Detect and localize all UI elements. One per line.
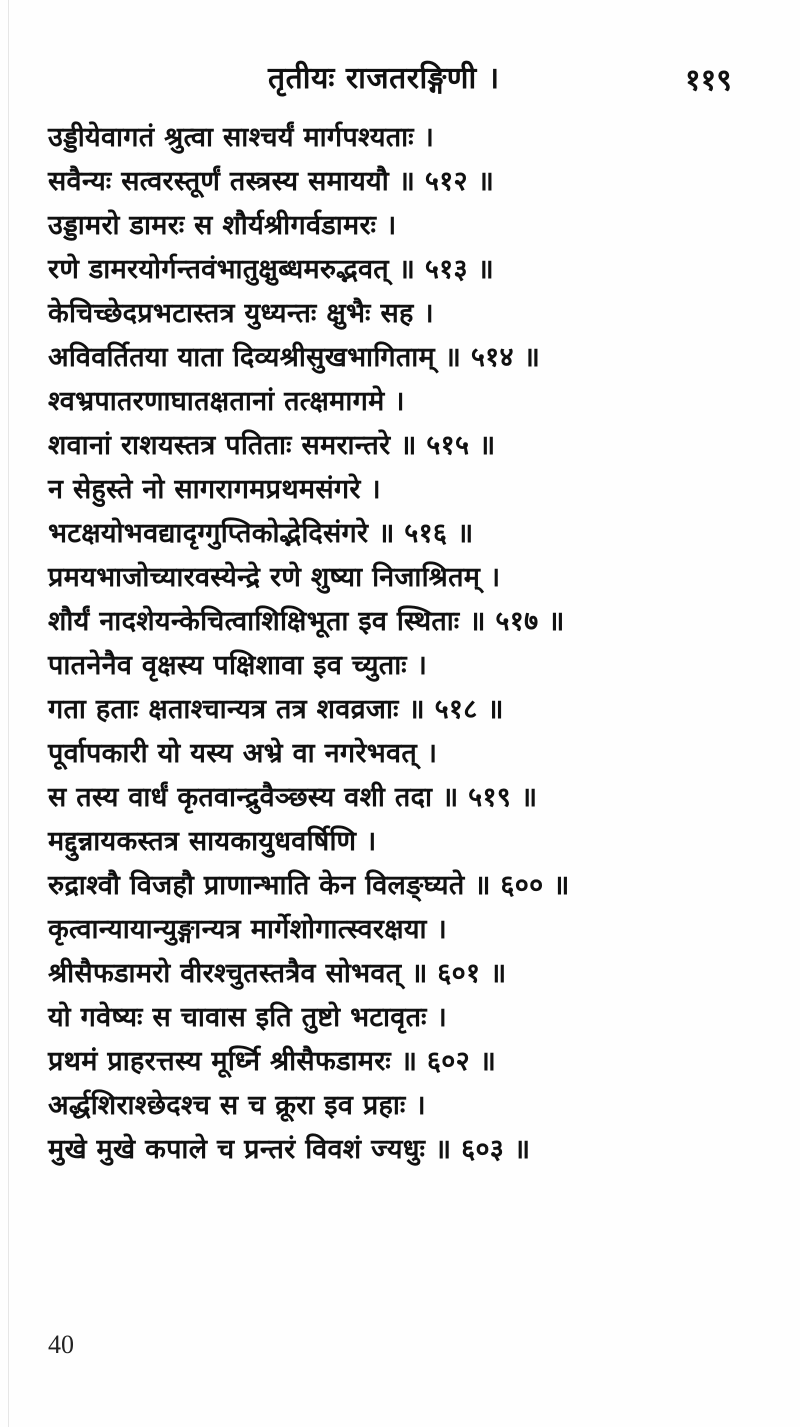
verse-line: रणे डामरयोर्गन्तवंभातुक्षुब्धमरुद्भवत् ॥ ५१३ ॥ <box>48 254 495 285</box>
verse-line: मद्दुन्नायकस्तत्र सायकायुधवर्षिणि । <box>48 826 377 857</box>
verse <box>48 996 778 1084</box>
verse <box>48 644 778 732</box>
verse-line: शवानां राशयस्तत्र पतिताः समरान्तरे ॥ ५१५ ॥ <box>48 430 496 461</box>
verse-line: यो गवेष्यः स चावास इति तुष्टो भटावृतः । <box>48 1002 447 1033</box>
verse-line: गता हताः क्षताश्चान्यत्र तत्र शवव्रजाः ॥ ५१८ ॥ <box>48 694 504 725</box>
verse-line: अर्द्धशिराश्छेदश्च स च क्रूरा इव प्रहाः । <box>48 1090 426 1121</box>
verse-line: शौर्यं नादशेयन्केचित्वाशिक्षिभूता इव स्थिताः ॥ ५१७ ॥ <box>48 606 565 637</box>
verse-line: उड्डामरो डामरः स शौर्यश्रीगर्वडामरः । <box>48 210 397 241</box>
verse-line: मुखे मुखे कपाले च प्रन्तरं विवशं ज्यधुः ॥ ६०३ ॥ <box>48 1134 531 1165</box>
verse-line: भटक्षयोभवद्यादृग्गुप्तिकोद्भेदिसंगरे ॥ ५१६ ॥ <box>48 518 474 549</box>
verse-line: प्रमयभाजोच्यारवस्येन्द्रे रणे शुष्या निजाश्रितम् । <box>48 562 501 593</box>
verse <box>48 204 778 292</box>
verse <box>48 556 778 644</box>
running-title: तृतीयः राजतरङ्गिणी । <box>268 61 500 96</box>
verse-line: प्रथमं प्राहरत्तस्य मूर्ध्नि श्रीसैफडामरः ॥ ६०२ ॥ <box>48 1046 497 1077</box>
verse-line: उड्डीयेवागतं श्रुत्वा साश्चर्यं मार्गपश्यताः । <box>48 122 435 153</box>
verse <box>48 1084 778 1172</box>
verse-line: सवैन्यः सत्वरस्तूर्णं तस्त्रस्य समाययौ ॥ ५१२ ॥ <box>48 166 495 197</box>
verse-line: श्वभ्रपातरणाघातक्षतानां तत्क्षमागमे । <box>48 386 405 417</box>
verse-block <box>48 116 778 1172</box>
verse-line: पूर्वापकारी यो यस्य अभ्रे वा नगरेभवत् । <box>48 738 438 769</box>
verse <box>48 116 778 204</box>
verse-line: पातनेनैव वृक्षस्य पक्षिशावा इव च्युताः । <box>48 650 428 681</box>
verse <box>48 908 778 996</box>
page-number: ११९ <box>685 63 732 98</box>
verse-line: श्रीसैफडामरो वीरश्चुतस्तत्रैव सोभवत् ॥ ६०१ ॥ <box>48 958 507 989</box>
verse-line: अविवर्तितया याता दिव्यश्रीसुखभागिताम् ॥ ५१४ ॥ <box>48 342 541 373</box>
folio-number: 40 <box>48 1330 74 1359</box>
running-head <box>0 56 800 100</box>
verse-line: स तस्य वार्धं कृतवान्द्रुवैञ्छस्य वशी तदा ॥ ५१९ ॥ <box>48 782 538 813</box>
verse <box>48 380 778 468</box>
verse <box>48 468 778 556</box>
verse-line: न सेहुस्ते नो सागरागमप्रथमसंगरे । <box>48 474 381 505</box>
gutter-rule <box>8 0 9 1427</box>
verse-line: कृत्वान्यायान्युङ्गान्यत्र मार्गेशोगात्स्वरक्षया । <box>48 914 448 945</box>
verse <box>48 820 778 908</box>
verse-line: रुद्राश्वौ विजहौ प्राणान्भाति केन विलङ्घ्यते ॥ ६०० ॥ <box>48 870 570 901</box>
verse <box>48 732 778 820</box>
verse-line: केचिच्छेदप्रभटास्तत्र युध्यन्तः क्षुभैः सह । <box>48 298 434 329</box>
verse <box>48 292 778 380</box>
